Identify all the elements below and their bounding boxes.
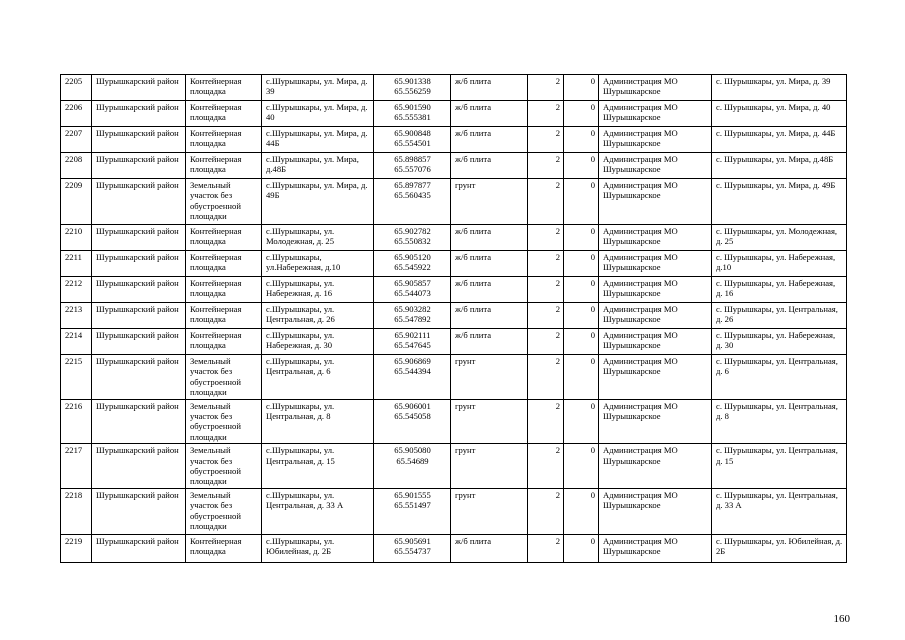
cell-surface: грунт [451, 444, 528, 489]
cell-container-count: 2 [528, 251, 564, 277]
cell-surface: грунт [451, 179, 528, 225]
cell-container-count: 2 [528, 303, 564, 329]
cell-owner: Администрация МО Шурышкарское [599, 127, 712, 153]
cell-container-count: 2 [528, 127, 564, 153]
latitude-value: 65.905080 [394, 445, 431, 456]
cell-district: Шурышкарский район [92, 277, 186, 303]
cell-waste-source: с. Шурышкары, ул. Мира, д. 39 [712, 75, 847, 101]
cell-owner: Администрация МО Шурышкарское [599, 251, 712, 277]
longitude-value: 65.545922 [394, 262, 431, 273]
table-row [61, 179, 847, 225]
cell-site-type: Земельный участок без обустроенной площадки [186, 488, 262, 534]
cell-owner: Администрация МО Шурышкарское [599, 444, 712, 489]
cell-site-type: Контейнерная площадка [186, 225, 262, 251]
cell-id: 2213 [61, 303, 92, 329]
table-row [61, 355, 847, 400]
cell-container-count: 2 [528, 444, 564, 489]
table-row [61, 127, 847, 153]
cell-address: с.Шурышкары, ул. Набережная, д. 30 [262, 329, 374, 355]
cell-surface: ж/б плита [451, 153, 528, 179]
cell-owner: Администрация МО Шурышкарское [599, 101, 712, 127]
cell-waste-source: с. Шурышкары, ул. Центральная, д. 26 [712, 303, 847, 329]
cell-owner: Администрация МО Шурышкарское [599, 534, 712, 562]
table-row [61, 75, 847, 101]
longitude-value: 65.555381 [394, 112, 431, 123]
cell-owner: Администрация МО Шурышкарское [599, 303, 712, 329]
table-row [61, 225, 847, 251]
table-row [61, 488, 847, 534]
cell-container-count: 2 [528, 153, 564, 179]
cell-owner: Администрация МО Шурышкарское [599, 179, 712, 225]
cell-container-count: 2 [528, 75, 564, 101]
latitude-value: 65.901590 [394, 102, 431, 112]
cell-address: с.Шурышкары, ул.Набережная, д.10 [262, 251, 374, 277]
cell-waste-source: с. Шурышкары, ул. Мира, д. 40 [712, 101, 847, 127]
cell-address: с.Шурышкары, ул. Мира, д.48Б [262, 153, 374, 179]
latitude-value: 65.898857 [394, 154, 431, 164]
cell-owner: Администрация МО Шурышкарское [599, 75, 712, 101]
cell-address: с.Шурышкары, ул. Центральная, д. 26 [262, 303, 374, 329]
cell-volume: 0 [564, 355, 599, 400]
cell-district: Шурышкарский район [92, 488, 186, 534]
cell-coordinates [374, 399, 451, 444]
cell-district: Шурышкарский район [92, 153, 186, 179]
latitude-value: 65.906869 [394, 356, 431, 366]
table-row [61, 444, 847, 489]
cell-surface: грунт [451, 399, 528, 444]
latitude-value: 65.903282 [394, 304, 431, 314]
latitude-value: 65.902111 [394, 330, 431, 340]
cell-volume: 0 [564, 444, 599, 489]
cell-id: 2215 [61, 355, 92, 400]
cell-volume: 0 [564, 399, 599, 444]
cell-district: Шурышкарский район [92, 399, 186, 444]
cell-surface: грунт [451, 488, 528, 534]
cell-id: 2217 [61, 444, 92, 489]
cell-container-count: 2 [528, 179, 564, 225]
cell-district: Шурышкарский район [92, 101, 186, 127]
cell-surface: ж/б плита [451, 329, 528, 355]
cell-owner: Администрация МО Шурышкарское [599, 355, 712, 400]
table-row [61, 277, 847, 303]
cell-volume: 0 [564, 153, 599, 179]
cell-surface: грунт [451, 355, 528, 400]
latitude-value: 65.905120 [394, 252, 431, 262]
longitude-value: 65.545058 [394, 411, 431, 422]
longitude-value: 65.544073 [394, 288, 431, 299]
cell-coordinates [374, 303, 451, 329]
latitude-value: 65.905857 [394, 278, 431, 288]
cell-owner: Администрация МО Шурышкарское [599, 399, 712, 444]
table-row [61, 329, 847, 355]
cell-coordinates [374, 444, 451, 489]
cell-address: с.Шурышкары, ул. Мира, д. 39 [262, 75, 374, 101]
longitude-value: 65.544394 [394, 366, 431, 377]
longitude-value: 65.547645 [394, 340, 431, 351]
cell-district: Шурышкарский район [92, 225, 186, 251]
cell-site-type: Контейнерная площадка [186, 153, 262, 179]
cell-owner: Администрация МО Шурышкарское [599, 225, 712, 251]
cell-volume: 0 [564, 127, 599, 153]
cell-container-count: 2 [528, 488, 564, 534]
longitude-value: 65.550832 [394, 236, 431, 247]
longitude-value: 65.547892 [394, 314, 431, 325]
cell-waste-source: с. Шурышкары, ул. Мира, д. 44Б [712, 127, 847, 153]
cell-id: 2219 [61, 534, 92, 562]
longitude-value: 65.557076 [394, 164, 431, 175]
cell-id: 2209 [61, 179, 92, 225]
cell-coordinates [374, 534, 451, 562]
cell-site-type: Земельный участок без обустроенной площадки [186, 399, 262, 444]
cell-coordinates [374, 75, 451, 101]
cell-surface: ж/б плита [451, 303, 528, 329]
cell-id: 2216 [61, 399, 92, 444]
latitude-value: 65.901555 [394, 489, 431, 500]
cell-surface: ж/б плита [451, 251, 528, 277]
cell-surface: ж/б плита [451, 534, 528, 562]
cell-coordinates [374, 179, 451, 225]
cell-id: 2212 [61, 277, 92, 303]
cell-site-type: Контейнерная площадка [186, 251, 262, 277]
cell-waste-source: с. Шурышкары, ул. Центральная, д. 8 [712, 399, 847, 444]
cell-address: с.Шурышкары, ул. Мира, д. 49Б [262, 179, 374, 225]
cell-site-type: Контейнерная площадка [186, 329, 262, 355]
latitude-value: 65.897877 [394, 180, 431, 190]
longitude-value: 65.554737 [394, 546, 431, 557]
cell-site-type: Контейнерная площадка [186, 534, 262, 562]
cell-container-count: 2 [528, 277, 564, 303]
cell-volume: 0 [564, 179, 599, 225]
cell-container-count: 2 [528, 399, 564, 444]
cell-site-type: Контейнерная площадка [186, 277, 262, 303]
cell-coordinates [374, 277, 451, 303]
cell-district: Шурышкарский район [92, 444, 186, 489]
cell-site-type: Земельный участок без обустроенной площадки [186, 355, 262, 400]
cell-container-count: 2 [528, 534, 564, 562]
cell-volume: 0 [564, 75, 599, 101]
cell-address: с.Шурышкары, ул. Центральная, д. 6 [262, 355, 374, 400]
cell-waste-source: с. Шурышкары, ул. Мира, д.48Б [712, 153, 847, 179]
cell-id: 2210 [61, 225, 92, 251]
longitude-value: 65.556259 [394, 86, 431, 97]
cell-owner: Администрация МО Шурышкарское [599, 329, 712, 355]
cell-surface: ж/б плита [451, 75, 528, 101]
longitude-value: 65.551497 [394, 500, 431, 511]
longitude-value: 65.554501 [394, 138, 431, 149]
cell-id: 2214 [61, 329, 92, 355]
cell-container-count: 2 [528, 329, 564, 355]
cell-id: 2207 [61, 127, 92, 153]
cell-site-type: Земельный участок без обустроенной площадки [186, 444, 262, 489]
cell-coordinates [374, 488, 451, 534]
cell-waste-source: с. Шурышкары, ул. Набережная, д.10 [712, 251, 847, 277]
cell-waste-source: с. Шурышкары, ул. Набережная, д. 16 [712, 277, 847, 303]
cell-id: 2206 [61, 101, 92, 127]
longitude-value: 65.54689 [396, 455, 429, 466]
cell-owner: Администрация МО Шурышкарское [599, 153, 712, 179]
cell-id: 2218 [61, 488, 92, 534]
cell-surface: ж/б плита [451, 127, 528, 153]
cell-district: Шурышкарский район [92, 75, 186, 101]
table-row [61, 153, 847, 179]
cell-address: с.Шурышкары, ул. Набережная, д. 16 [262, 277, 374, 303]
cell-waste-source: с. Шурышкары, ул. Молодежная, д. 25 [712, 225, 847, 251]
cell-volume: 0 [564, 534, 599, 562]
cell-volume: 0 [564, 303, 599, 329]
cell-volume: 0 [564, 277, 599, 303]
cell-volume: 0 [564, 225, 599, 251]
cell-coordinates [374, 225, 451, 251]
latitude-value: 65.900848 [394, 128, 431, 138]
registry-table [60, 74, 847, 563]
cell-container-count: 2 [528, 101, 564, 127]
cell-surface: ж/б плита [451, 101, 528, 127]
table-row [61, 399, 847, 444]
cell-district: Шурышкарский район [92, 303, 186, 329]
cell-container-count: 2 [528, 355, 564, 400]
cell-district: Шурышкарский район [92, 179, 186, 225]
latitude-value: 65.906001 [394, 400, 431, 411]
table-row [61, 251, 847, 277]
cell-address: с.Шурышкары, ул. Центральная, д. 15 [262, 444, 374, 489]
cell-site-type: Контейнерная площадка [186, 303, 262, 329]
cell-id: 2208 [61, 153, 92, 179]
cell-district: Шурышкарский район [92, 251, 186, 277]
cell-id: 2211 [61, 251, 92, 277]
latitude-value: 65.902782 [394, 226, 431, 236]
cell-coordinates [374, 153, 451, 179]
cell-owner: Администрация МО Шурышкарское [599, 488, 712, 534]
cell-coordinates [374, 355, 451, 400]
latitude-value: 65.901338 [394, 76, 431, 86]
cell-coordinates [374, 101, 451, 127]
cell-surface: ж/б плита [451, 225, 528, 251]
cell-container-count: 2 [528, 225, 564, 251]
table-row [61, 534, 847, 562]
cell-volume: 0 [564, 251, 599, 277]
cell-waste-source: с. Шурышкары, ул. Центральная, д. 6 [712, 355, 847, 400]
latitude-value: 65.905691 [394, 535, 431, 546]
cell-district: Шурышкарский район [92, 127, 186, 153]
page-number: 160 [833, 613, 850, 625]
table-row [61, 101, 847, 127]
cell-waste-source: с. Шурышкары, ул. Центральная, д. 33 А [712, 488, 847, 534]
cell-address: с.Шурышкары, ул. Юбилейная, д. 2Б [262, 534, 374, 562]
cell-volume: 0 [564, 329, 599, 355]
cell-site-type: Контейнерная площадка [186, 127, 262, 153]
cell-address: с.Шурышкары, ул. Центральная, д. 8 [262, 399, 374, 444]
cell-district: Шурышкарский район [92, 355, 186, 400]
table-row [61, 303, 847, 329]
cell-district: Шурышкарский район [92, 534, 186, 562]
cell-waste-source: с. Шурышкары, ул. Юбилейная, д. 2Б [712, 534, 847, 562]
cell-address: с.Шурышкары, ул. Молодежная, д. 25 [262, 225, 374, 251]
cell-volume: 0 [564, 101, 599, 127]
cell-site-type: Контейнерная площадка [186, 101, 262, 127]
cell-id: 2205 [61, 75, 92, 101]
cell-volume: 0 [564, 488, 599, 534]
registry-rows [61, 75, 847, 563]
cell-waste-source: с. Шурышкары, ул. Мира, д. 49Б [712, 179, 847, 225]
longitude-value: 65.560435 [394, 190, 431, 201]
cell-site-type: Земельный участок без обустроенной площадки [186, 179, 262, 225]
cell-address: с.Шурышкары, ул. Центральная, д. 33 А [262, 488, 374, 534]
cell-district: Шурышкарский район [92, 329, 186, 355]
cell-waste-source: с. Шурышкары, ул. Набережная, д. 30 [712, 329, 847, 355]
cell-address: с.Шурышкары, ул. Мира, д. 40 [262, 101, 374, 127]
cell-coordinates [374, 127, 451, 153]
cell-coordinates [374, 329, 451, 355]
cell-address: с.Шурышкары, ул. Мира, д. 44Б [262, 127, 374, 153]
cell-waste-source: с. Шурышкары, ул. Центральная, д. 15 [712, 444, 847, 489]
cell-site-type: Контейнерная площадка [186, 75, 262, 101]
cell-coordinates [374, 251, 451, 277]
cell-surface: ж/б плита [451, 277, 528, 303]
cell-owner: Администрация МО Шурышкарское [599, 277, 712, 303]
